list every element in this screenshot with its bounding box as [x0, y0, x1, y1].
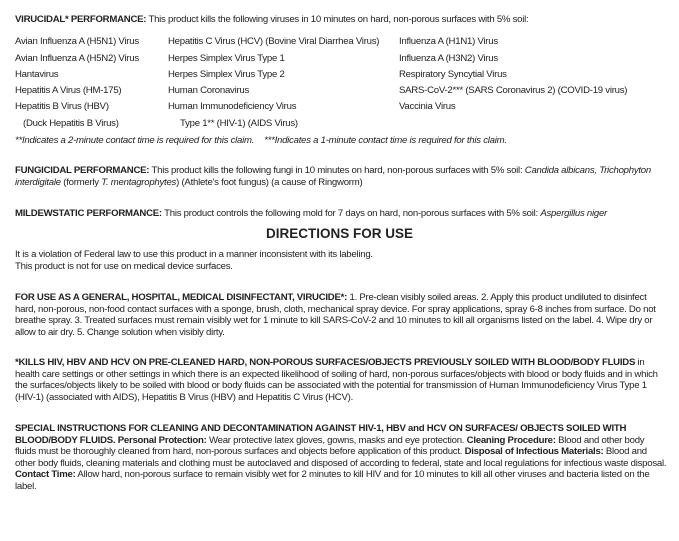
contact-time-note-1min: ***Indicates a 1-minute contact time is required for this claim.: [264, 135, 507, 146]
kills-hiv-paragraph: [15, 357, 667, 403]
personal-protection-text: Wear protective latex gloves, gowns, masks and eye protection.: [206, 434, 465, 446]
contact-time-note-2min: **Indicates a 2-minute contact time is required for this claim.: [15, 135, 255, 146]
virus-row: [15, 69, 667, 81]
virus-row: [15, 36, 667, 48]
fungicidal-label: FUNGICIDAL PERFORMANCE:: [15, 165, 150, 176]
contact-time-text: Allow hard, non-porous surface to remain visibly wet for 2 minutes to kill HIV and for 10 minutes to kill all other viruses and bacteria listed on the label.: [15, 469, 650, 492]
virus-name: Human Immunodeficiency Virus: [168, 101, 297, 112]
virus-name: Hantavirus: [15, 69, 59, 80]
virucidal-intro-text: This product kills the following viruses in 10 minutes on hard, non-porous surfaces with 5% soil:: [146, 14, 529, 25]
virus-name: Hepatitis C Virus (HCV) (Bovine Viral Diarrhea Virus): [168, 36, 380, 47]
cleaning-procedure-label: Cleaning Procedure:: [464, 434, 556, 446]
personal-protection-label: Personal Protection:: [115, 434, 207, 446]
virus-name: Human Coronavirus: [168, 85, 250, 96]
fungus-species: T. mentagrophytes: [101, 176, 177, 188]
directions-intro: [15, 249, 667, 272]
virucidal-label: VIRUCIDAL* PERFORMANCE:: [15, 14, 147, 25]
fungicidal-paragraph: [15, 165, 667, 188]
fungicidal-text: ) (Athlete's foot fungus) (a cause of Ringworm): [176, 176, 363, 188]
kills-hiv-label: *KILLS HIV, HBV AND HCV ON PRE-CLEANED HARD, NON-POROUS SURFACES/OBJECTS PREVIOUSLY SOILED WITH BLOOD/BODY FLUIDS: [15, 357, 636, 368]
fungicidal-text: This product kills the following fungi in 10 minutes on hard, non-porous surfaces with 5% soil:: [149, 165, 525, 176]
special-instructions-label: SPECIAL INSTRUCTIONS FOR CLEANING AND DECONTAMINATION AGAINST HIV-1, HBV and HCV ON SURFACES/ OBJECTS SOILED WITH BLOOD/BODY FLUIDS.: [15, 423, 627, 446]
mildewstatic-label: MILDEWSTATIC PERFORMANCE:: [15, 208, 162, 219]
virus-row: [15, 85, 667, 97]
mildewstatic-paragraph: [15, 208, 667, 220]
cleaning-procedure-text: Blood and other body fluids must be thoroughly cleaned from hard, non-porous surfaces and objects before application of this product.: [15, 434, 645, 458]
contact-time-label: Contact Time:: [15, 469, 76, 481]
mold-species: Aspergillus niger: [540, 208, 608, 219]
virus-name: Vaccinia Virus: [399, 101, 456, 112]
virus-name: Respiratory Syncytial Virus: [399, 69, 507, 80]
virus-name: (Duck Hepatitis B Virus): [23, 118, 119, 129]
disposal-text: Blood and other body fluids, cleaning materials and clothing must be autoclaved and disposed of according to federal, state and local regulations for infectious waste disposal.: [15, 446, 667, 469]
directions-heading: DIRECTIONS FOR USE: [265, 226, 413, 241]
medical-device-notice: This product is not for use on medical device surfaces.: [15, 260, 233, 272]
virus-name: Herpes Simplex Virus Type 2: [168, 69, 285, 80]
general-use-text: 1. Pre-clean visibly soiled areas. 2. Apply this product undiluted to disinfect hard, non-porous, non-food contact surfaces with a sponge, brush, cloth, mechanical spray device. For spray applications, spray 6-8 inches from surface. Do not breathe spray. 3. Treated surfaces must remain visibly wet for 1 minute to kill SARS-CoV-2 and 10 minutes to kill all organisms listed on the label. 4. Wipe dry or allow to air dry. 5. Change solution when visibly dirty.: [15, 292, 656, 338]
virus-name: Avian Influenza A (H5N2) Virus: [15, 53, 139, 64]
virus-name: SARS-CoV-2*** (SARS Coronavirus 2) (COVID-19 virus): [399, 85, 628, 96]
special-instructions-paragraph: [15, 423, 667, 493]
virus-name: Hepatitis A Virus (HM-175): [15, 85, 122, 96]
contact-time-notes: [15, 135, 507, 147]
virus-name: Influenza A (H3N2) Virus: [399, 53, 498, 64]
fungicidal-text: (formerly: [60, 176, 102, 188]
virus-name: Type 1** (HIV-1) (AIDS Virus): [180, 118, 298, 129]
federal-law-notice: It is a violation of Federal law to use this product in a manner inconsistent with its labeling.: [15, 249, 373, 260]
general-use-label: FOR USE AS A GENERAL, HOSPITAL, MEDICAL DISINFECTANT, VIRUCIDE*:: [15, 292, 348, 303]
general-use-paragraph: [15, 292, 667, 338]
virus-name: Avian Influenza A (H5N1) Virus: [15, 36, 139, 47]
kills-hiv-text: in health care settings or other settings in which there is an expected likelihood of soiling of hard, non-porous surfaces/objects with blood or body fluids and in which the surfaces/objects likely to be soiled with blood or body fluids can be associated with the potential for transmission of Human Immunodeficiency Virus Type 1 (HIV-1) (associated with AIDS), Hepatitis B Virus (HBV) and Hepatitis C Virus (HCV).: [15, 357, 658, 403]
virus-row: [15, 53, 667, 65]
virucidal-intro: [15, 14, 667, 26]
virus-name: Hepatitis B Virus (HBV): [15, 101, 109, 112]
disposal-label: Disposal of Infectious Materials:: [462, 446, 604, 458]
virus-name: Herpes Simplex Virus Type 1: [168, 53, 285, 64]
virus-row: [15, 118, 667, 130]
mildewstatic-text: This product controls the following mold for 7 days on hard, non-porous surfaces with 5% soil:: [161, 208, 541, 219]
virus-row: [15, 101, 667, 113]
virus-name: Influenza A (H1N1) Virus: [399, 36, 498, 47]
fungus-species: Candida albicans, Trichophyton interdigitale: [15, 165, 651, 188]
